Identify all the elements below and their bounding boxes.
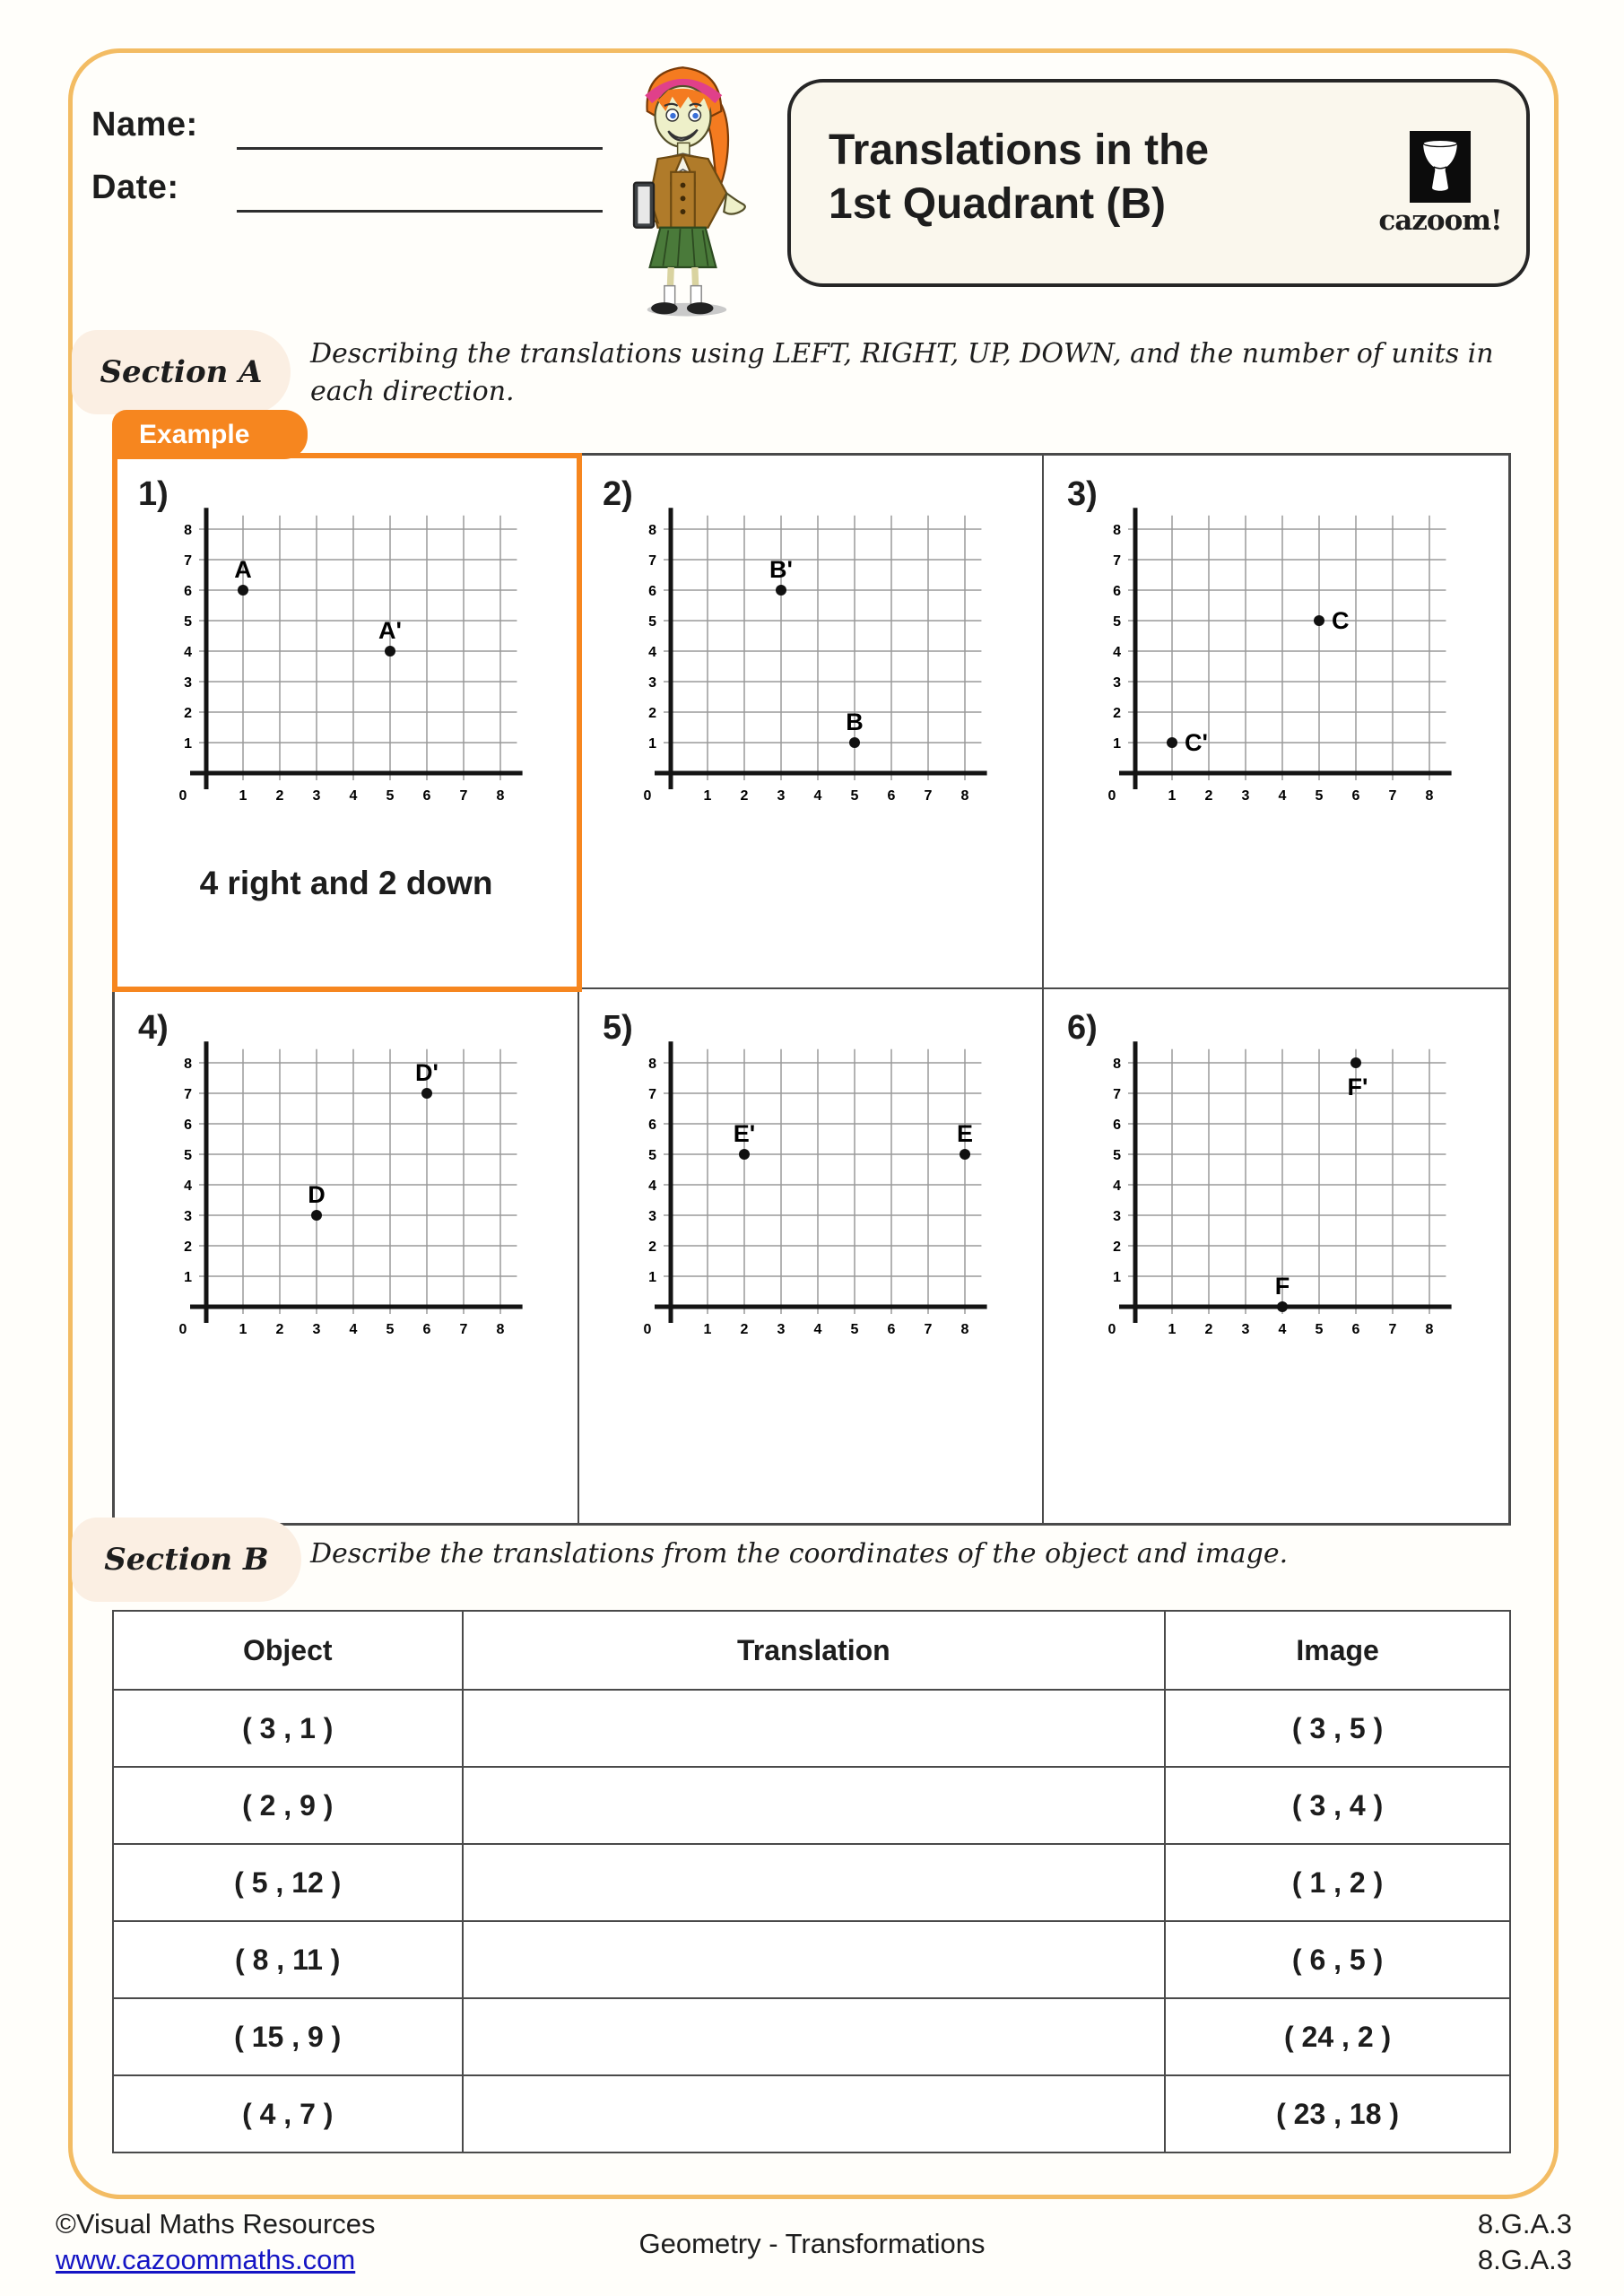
svg-text:D': D' xyxy=(415,1059,439,1086)
svg-text:C: C xyxy=(1332,607,1350,634)
object-cell: ( 3 , 1 ) xyxy=(113,1690,463,1767)
table-row xyxy=(113,1844,1510,1921)
date-input-line[interactable] xyxy=(237,210,603,213)
svg-text:5: 5 xyxy=(386,1322,395,1337)
svg-text:6: 6 xyxy=(648,584,656,599)
svg-text:3: 3 xyxy=(312,788,321,804)
svg-text:5: 5 xyxy=(648,614,656,630)
svg-text:4: 4 xyxy=(349,788,358,804)
image-cell: ( 1 , 2 ) xyxy=(1165,1844,1510,1921)
svg-text:F': F' xyxy=(1347,1074,1368,1100)
standard-code-2: 8.G.A.3 xyxy=(1477,2244,1572,2275)
svg-text:0: 0 xyxy=(1107,788,1116,804)
coordinate-grid xyxy=(124,995,554,1371)
svg-text:4: 4 xyxy=(1278,788,1287,804)
question-number: 1) xyxy=(138,475,169,513)
object-cell: ( 2 , 9 ) xyxy=(113,1767,463,1844)
svg-text:8: 8 xyxy=(1425,788,1434,804)
svg-text:4: 4 xyxy=(813,788,822,804)
student-illustration xyxy=(599,56,769,320)
question-number: 3) xyxy=(1067,475,1098,513)
svg-text:0: 0 xyxy=(178,1322,187,1337)
svg-text:3: 3 xyxy=(777,1322,786,1337)
example-answer: 4 right and 2 down xyxy=(199,865,493,901)
table-header-row xyxy=(113,1611,1510,1690)
svg-text:7: 7 xyxy=(184,553,192,569)
table-row xyxy=(113,1998,1510,2075)
svg-text:4: 4 xyxy=(1113,1178,1121,1194)
translation-cell[interactable] xyxy=(463,2075,1166,2152)
svg-text:7: 7 xyxy=(1113,553,1121,569)
svg-text:7: 7 xyxy=(924,1322,933,1337)
svg-text:1: 1 xyxy=(703,788,712,804)
svg-text:1: 1 xyxy=(1113,1270,1121,1285)
table-row xyxy=(113,1921,1510,1998)
table-row xyxy=(113,2075,1510,2152)
svg-text:8: 8 xyxy=(496,788,505,804)
object-cell: ( 5 , 12 ) xyxy=(113,1844,463,1921)
svg-text:2: 2 xyxy=(1204,788,1213,804)
svg-text:5: 5 xyxy=(1113,1148,1121,1163)
copyright-text: ©Visual Maths Resources xyxy=(56,2208,376,2239)
svg-text:2: 2 xyxy=(740,1322,749,1337)
logo-wordmark: cazoom! xyxy=(1378,204,1502,237)
translation-column-header: Translation xyxy=(463,1611,1166,1690)
svg-text:2: 2 xyxy=(275,1322,284,1337)
question-cell xyxy=(579,989,1044,1523)
translation-cell[interactable] xyxy=(463,1844,1166,1921)
svg-text:5: 5 xyxy=(386,788,395,804)
svg-text:3: 3 xyxy=(648,1209,656,1224)
svg-text:7: 7 xyxy=(459,788,468,804)
translation-cell[interactable] xyxy=(463,1690,1166,1767)
svg-text:3: 3 xyxy=(1241,788,1250,804)
svg-text:1: 1 xyxy=(184,1270,192,1285)
questions-grid xyxy=(112,419,1511,1526)
question-cell xyxy=(1044,989,1508,1523)
drum-icon xyxy=(1410,131,1471,203)
title-box xyxy=(787,79,1530,287)
svg-text:D: D xyxy=(308,1181,326,1208)
svg-text:8: 8 xyxy=(496,1322,505,1337)
svg-text:1: 1 xyxy=(648,1270,656,1285)
question-cell xyxy=(115,419,579,989)
svg-text:0: 0 xyxy=(178,788,187,804)
translation-cell[interactable] xyxy=(463,1998,1166,2075)
svg-text:7: 7 xyxy=(184,1087,192,1102)
object-cell: ( 8 , 11 ) xyxy=(113,1921,463,1998)
standard-code-1: 8.G.A.3 xyxy=(1477,2208,1572,2239)
svg-text:1: 1 xyxy=(239,788,248,804)
svg-text:6: 6 xyxy=(887,788,896,804)
question-cell xyxy=(115,989,579,1523)
svg-text:8: 8 xyxy=(184,1057,192,1072)
question-number: 4) xyxy=(138,1009,169,1047)
svg-text:8: 8 xyxy=(648,1057,656,1072)
svg-text:5: 5 xyxy=(1315,788,1324,804)
footer-topic: Geometry - Transformations xyxy=(638,2228,986,2259)
svg-text:2: 2 xyxy=(648,1239,656,1255)
svg-text:4: 4 xyxy=(184,1178,192,1194)
svg-text:1: 1 xyxy=(648,736,656,752)
svg-text:6: 6 xyxy=(1351,1322,1360,1337)
svg-text:2: 2 xyxy=(648,706,656,721)
translation-cell[interactable] xyxy=(463,1921,1166,1998)
svg-text:6: 6 xyxy=(648,1118,656,1133)
svg-text:2: 2 xyxy=(1113,706,1121,721)
question-number: 5) xyxy=(603,1009,633,1047)
svg-text:2: 2 xyxy=(1204,1322,1213,1337)
section-a-label: Section A xyxy=(72,330,291,414)
svg-text:2: 2 xyxy=(1113,1239,1121,1255)
svg-text:2: 2 xyxy=(184,706,192,721)
svg-text:0: 0 xyxy=(1107,1322,1116,1337)
image-cell: ( 3 , 4 ) xyxy=(1165,1767,1510,1844)
svg-text:A': A' xyxy=(378,617,402,644)
svg-text:8: 8 xyxy=(184,523,192,538)
svg-text:6: 6 xyxy=(1113,1118,1121,1133)
coordinate-grid xyxy=(588,461,1019,838)
coordinate-grid xyxy=(588,995,1019,1371)
svg-text:7: 7 xyxy=(1388,1322,1397,1337)
svg-text:F: F xyxy=(1274,1273,1290,1300)
translations-table xyxy=(112,1610,1511,2153)
coordinate-grid xyxy=(1053,461,1483,838)
example-tab: Example xyxy=(112,410,308,459)
svg-text:5: 5 xyxy=(184,1148,192,1163)
svg-text:1: 1 xyxy=(1168,788,1177,804)
svg-text:E': E' xyxy=(733,1120,756,1147)
object-column-header: Object xyxy=(113,1611,463,1690)
image-cell: ( 3 , 5 ) xyxy=(1165,1690,1510,1767)
section-a-description: Describing the translations using LEFT, RIGHT, UP, DOWN, and the number of units in each direction. xyxy=(310,338,1494,407)
image-cell: ( 6 , 5 ) xyxy=(1165,1921,1510,1998)
svg-text:3: 3 xyxy=(1241,1322,1250,1337)
svg-text:8: 8 xyxy=(648,523,656,538)
svg-text:4: 4 xyxy=(1278,1322,1287,1337)
svg-text:5: 5 xyxy=(184,614,192,630)
svg-text:3: 3 xyxy=(777,788,786,804)
svg-text:4: 4 xyxy=(813,1322,822,1337)
question-cell xyxy=(579,456,1044,989)
table-row xyxy=(113,1690,1510,1767)
svg-text:4: 4 xyxy=(648,645,656,660)
coordinate-grid xyxy=(124,461,554,838)
question-number: 6) xyxy=(1067,1009,1098,1047)
svg-text:7: 7 xyxy=(1113,1087,1121,1102)
section-b-label: Section B xyxy=(72,1518,301,1602)
svg-text:6: 6 xyxy=(422,1322,431,1337)
svg-text:A: A xyxy=(234,556,252,583)
svg-text:8: 8 xyxy=(1113,1057,1121,1072)
svg-text:3: 3 xyxy=(648,675,656,691)
svg-text:0: 0 xyxy=(643,1322,652,1337)
svg-text:6: 6 xyxy=(184,584,192,599)
svg-text:4: 4 xyxy=(1113,645,1121,660)
svg-text:3: 3 xyxy=(312,1322,321,1337)
svg-text:B: B xyxy=(846,709,864,735)
object-cell: ( 15 , 9 ) xyxy=(113,1998,463,2075)
website-link[interactable]: www.cazoommaths.com xyxy=(56,2244,356,2275)
svg-text:8: 8 xyxy=(1113,523,1121,538)
svg-text:0: 0 xyxy=(643,788,652,804)
svg-text:6: 6 xyxy=(1351,788,1360,804)
worksheet-title xyxy=(829,124,1209,231)
svg-text:C': C' xyxy=(1185,729,1208,756)
svg-text:6: 6 xyxy=(422,788,431,804)
svg-text:4: 4 xyxy=(349,1322,358,1337)
svg-text:1: 1 xyxy=(184,736,192,752)
name-label: Name: xyxy=(91,106,198,144)
svg-text:8: 8 xyxy=(1425,1322,1434,1337)
svg-text:3: 3 xyxy=(184,1209,192,1224)
object-cell: ( 4 , 7 ) xyxy=(113,2075,463,2152)
svg-text:2: 2 xyxy=(184,1239,192,1255)
question-cell xyxy=(1044,456,1508,989)
svg-text:3: 3 xyxy=(1113,1209,1121,1224)
image-cell: ( 24 , 2 ) xyxy=(1165,1998,1510,2075)
coordinate-grid xyxy=(1053,995,1483,1371)
svg-text:6: 6 xyxy=(887,1322,896,1337)
date-label: Date: xyxy=(91,169,179,206)
name-input-line[interactable] xyxy=(237,147,603,150)
svg-text:3: 3 xyxy=(184,675,192,691)
svg-text:E: E xyxy=(956,1120,974,1147)
svg-text:7: 7 xyxy=(648,1087,656,1102)
title-line-1: Translations in the xyxy=(829,126,1210,174)
image-column-header: Image xyxy=(1165,1611,1510,1690)
svg-text:1: 1 xyxy=(703,1322,712,1337)
svg-text:5: 5 xyxy=(850,1322,859,1337)
svg-text:1: 1 xyxy=(239,1322,248,1337)
svg-text:1: 1 xyxy=(1113,736,1121,752)
svg-text:8: 8 xyxy=(960,788,969,804)
cazoom-logo xyxy=(1377,131,1503,237)
svg-text:5: 5 xyxy=(850,788,859,804)
svg-text:6: 6 xyxy=(184,1118,192,1133)
svg-text:5: 5 xyxy=(1315,1322,1324,1337)
svg-text:5: 5 xyxy=(1113,614,1121,630)
section-b-description: Describe the translations from the coordinates of the object and image. xyxy=(310,1538,1289,1570)
svg-text:7: 7 xyxy=(924,788,933,804)
svg-text:7: 7 xyxy=(648,553,656,569)
table-row xyxy=(113,1767,1510,1844)
svg-text:7: 7 xyxy=(459,1322,468,1337)
svg-text:B': B' xyxy=(769,556,793,583)
image-cell: ( 23 , 18 ) xyxy=(1165,2075,1510,2152)
svg-text:5: 5 xyxy=(648,1148,656,1163)
svg-text:4: 4 xyxy=(184,645,192,660)
svg-text:6: 6 xyxy=(1113,584,1121,599)
svg-text:1: 1 xyxy=(1168,1322,1177,1337)
svg-text:2: 2 xyxy=(275,788,284,804)
translation-cell[interactable] xyxy=(463,1767,1166,1844)
question-number: 2) xyxy=(603,475,633,513)
svg-text:3: 3 xyxy=(1113,675,1121,691)
svg-text:2: 2 xyxy=(740,788,749,804)
svg-text:4: 4 xyxy=(648,1178,656,1194)
svg-text:8: 8 xyxy=(960,1322,969,1337)
title-line-2: 1st Quadrant (B) xyxy=(829,180,1167,228)
svg-text:7: 7 xyxy=(1388,788,1397,804)
